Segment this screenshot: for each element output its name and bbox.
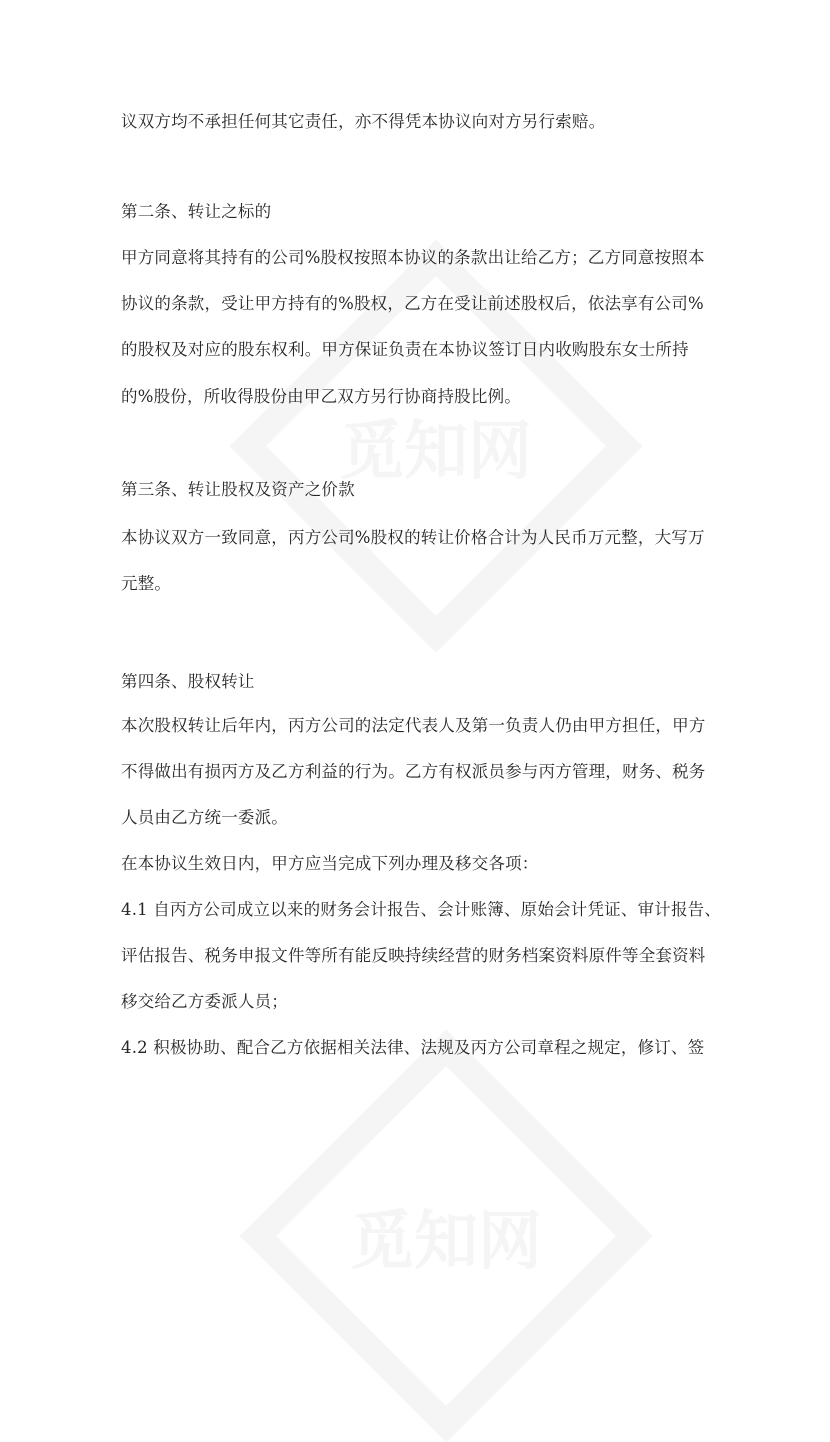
paragraph-line: 元整。 — [121, 574, 172, 593]
paragraph-line: 人员由乙方统一委派。 — [121, 808, 288, 827]
section-heading-3: 第三条、转让股权及资产之价款 — [121, 480, 355, 499]
list-item-4-1: 4.1 自丙方公司成立以来的财务会计报告、会计账簿、原始会计凭证、审计报告、 — [121, 900, 722, 919]
paragraph-line: 评估报告、税务申报文件等所有能反映持续经营的财务档案资料原件等全套资料 — [121, 946, 706, 965]
list-item-4-2: 4.2 积极协助、配合乙方依据相关法律、法规及丙方公司章程之规定，修订、签 — [121, 1038, 705, 1057]
paragraph-line: 甲方同意将其持有的公司%股权按照本协议的条款出让给乙方；乙方同意按照本 — [121, 248, 705, 267]
paragraph-line: 本次股权转让后年内，丙方公司的法定代表人及第一负责人仍由甲方担任，甲方 — [121, 716, 706, 735]
paragraph-line: 在本协议生效日内，甲方应当完成下列办理及移交各项： — [121, 854, 539, 873]
paragraph-line: 的股权及对应的股东权利。甲方保证负责在本协议签订日内收购股东女士所持 — [121, 340, 689, 359]
paragraph-line: 的%股份，所收得股份由甲乙双方另行协商持股比例。 — [121, 387, 521, 406]
paragraph-line: 本协议双方一致同意，丙方公司%股权的转让价格合计为人民币万元整，大写万 — [121, 528, 705, 547]
paragraph-line: 移交给乙方委派人员； — [121, 992, 288, 1011]
watermark-text: 觅知网 — [340, 415, 532, 489]
paragraph-line: 议双方均不承担任何其它责任，亦不得凭本协议向对方另行索赔。 — [121, 112, 606, 131]
watermark — [240, 1030, 653, 1442]
watermark-text: 觅知网 — [350, 1205, 542, 1279]
section-heading-4: 第四条、股权转让 — [121, 672, 255, 691]
section-heading-2: 第二条、转让之标的 — [121, 202, 272, 221]
paragraph-line: 不得做出有损丙方及乙方利益的行为。乙方有权派员参与丙方管理，财务、税务 — [121, 762, 706, 781]
paragraph-line: 协议的条款，受让甲方持有的%股权，乙方在受让前述股权后，依法享有公司% — [121, 294, 704, 313]
